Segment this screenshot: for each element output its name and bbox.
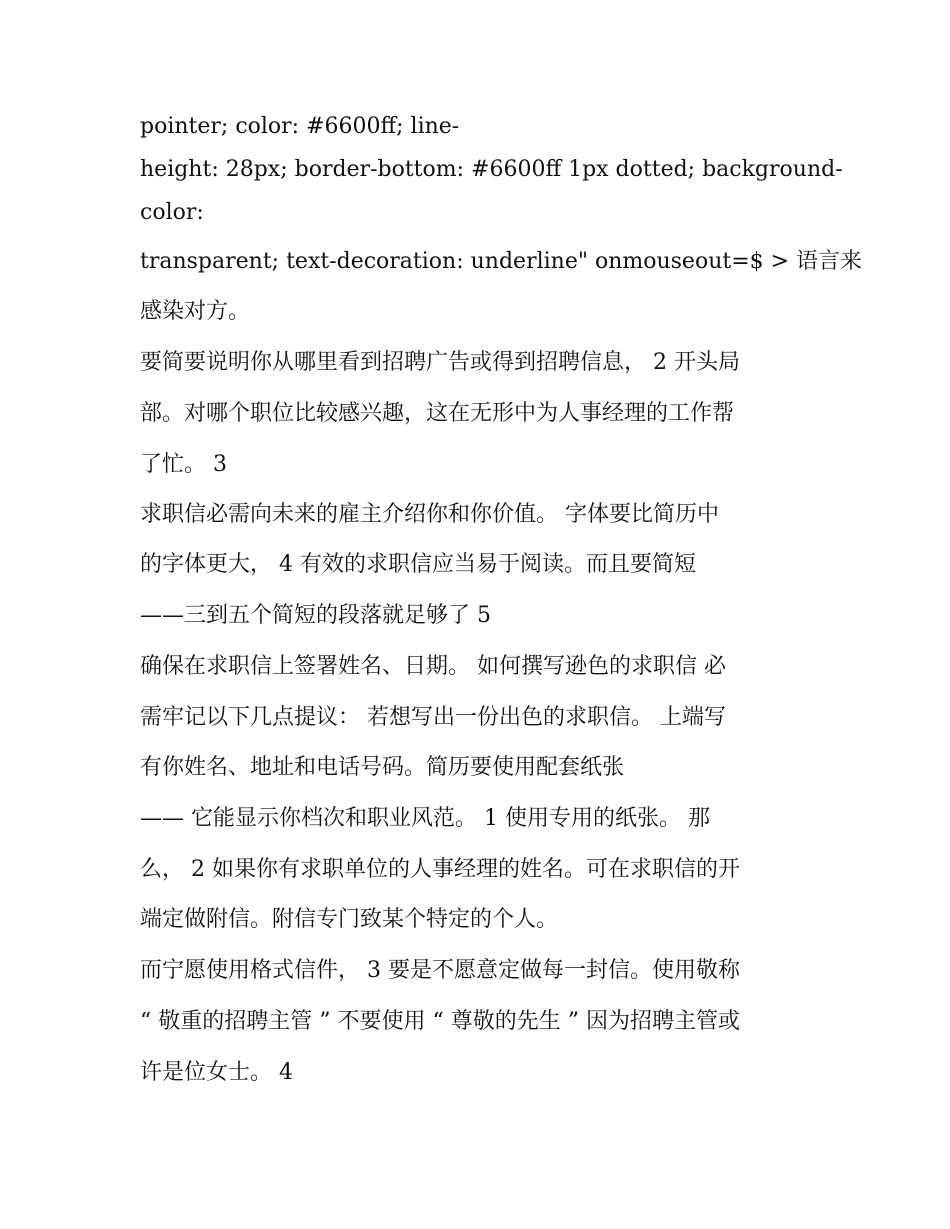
text-line: 有你姓名、地址和电话号码。简历要使用配套纸张 xyxy=(140,755,625,780)
text-line: 部。对哪个职位比较感兴趣，这在无形中为人事经理的工作帮 xyxy=(140,401,735,426)
text-line: 确保在求职信上签署姓名、日期。 如何撰写逊色的求职信 必 xyxy=(140,654,726,679)
text-line: 感染对方。 xyxy=(140,299,251,324)
text-line: 么， 2 如果你有求职单位的人事经理的姓名。可在求职信的开 xyxy=(140,857,740,882)
text-line: —— 它能显示你档次和职业风范。 1 使用专用的纸张。 那 xyxy=(140,806,710,831)
text-line: 端定做附信。附信专门致某个特定的个人。 xyxy=(140,907,559,932)
text-line: 而宁愿使用格式信件， 3 要是不愿意定做每一封信。使用敬称 xyxy=(140,958,740,983)
text-line: color: xyxy=(140,200,204,225)
text-line: “ 敬重的招聘主管 ” 不要使用 “ 尊敬的先生 ” 因为招聘主管或 xyxy=(140,1009,740,1034)
text-line: transparent; text-decoration: underline" onmouseout=$ > 语言来 xyxy=(140,249,863,274)
text-line: 许是位女士。 4 xyxy=(140,1060,293,1085)
text-line: 了忙。 3 xyxy=(140,452,227,477)
text-line: 要简要说明你从哪里看到招聘广告或得到招聘信息， 2 开头局 xyxy=(140,350,740,375)
text-line: 需牢记以下几点提议： 若想写出一份出色的求职信。 上端写 xyxy=(140,705,726,730)
text-line: 求职信必需向未来的雇主介绍你和你价值。 字体要比简历中 xyxy=(140,502,719,527)
text-line: height: 28px; border-bottom: #6600ff 1px dotted; background- xyxy=(140,157,843,182)
text-line: 的字体更大， 4 有效的求职信应当易于阅读。而且要简短 xyxy=(140,552,696,577)
text-line: pointer; color: #6600ff; line- xyxy=(140,114,460,139)
text-line: ——三到五个简短的段落就足够了 5 xyxy=(140,603,491,628)
